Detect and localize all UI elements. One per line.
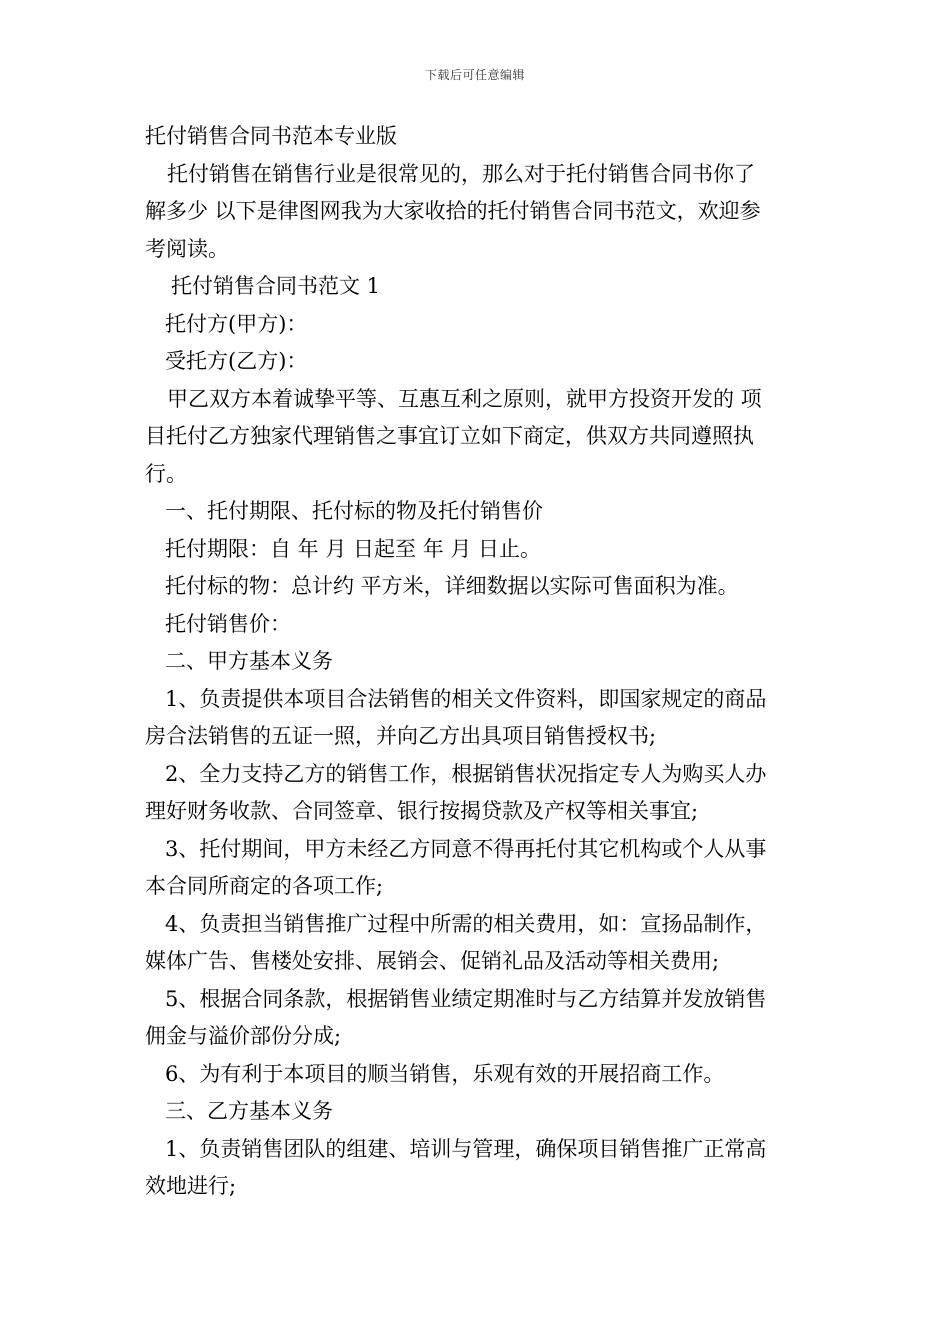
document-body [145,118,810,1206]
section-1-period: 托付期限：自 年 月 日起至 年 月 日止。 [165,536,542,561]
intro-paragraph-line: 托付销售在销售行业是很常见的，那么对于托付销售合同书你了 [167,161,755,186]
section-2-item-line: 佣金与溢价部份分成; [145,1024,342,1048]
section-2-item-line: 3、托付期间，甲方未经乙方同意不得再托付其它机构或个人从事 [165,836,767,861]
section-3-item-line: 1、负责销售团队的组建、培训与管理，确保项目销售推广正常高 [165,1136,767,1161]
section-2-item-line: 本合同所商定的各项工作; [145,874,384,898]
intro-paragraph-line: 考阅读。 [145,236,229,261]
section-2-item-line: 6、为有利于本项目的顺当销售，乐观有效的开展招商工作。 [165,1061,725,1086]
party-a-label: 托付方(甲方)： [165,311,308,336]
preamble-line: 行。 [145,461,187,486]
section-3-item-line: 效地进行; [145,1174,237,1198]
document-title: 托付销售合同书范本专业版 [145,124,397,148]
section-2-item-line: 理好财务收款、合同签章、银行按揭贷款及产权等相关事宜; [145,799,699,823]
section-2-heading: 二、甲方基本义务 [165,649,333,673]
section-2-item-line: 1、负责提供本项目合法销售的相关文件资料，即国家规定的商品 [165,686,767,711]
intro-paragraph-line: 解多少 以下是律图网我为大家收拾的托付销售合同书范文，欢迎参 [145,199,761,223]
section-3-heading: 三、乙方基本义务 [165,1099,333,1123]
section-2-item-line: 5、根据合同条款，根据销售业绩定期准时与乙方结算并发放销售 [165,986,767,1011]
preamble-line: 目托付乙方独家代理销售之事宜订立如下商定，供双方共同遵照执 [145,424,754,448]
section-2-item-line: 4、负责担当销售推广过程中所需的相关费用，如：宣扬品制作， [165,911,767,936]
page-header: 下载后可任意编辑 [424,68,525,82]
section-2-item-line: 房合法销售的五证一照，并向乙方出具项目销售授权书; [145,724,657,748]
contract-subtitle: 托付销售合同书范文 1 [171,274,381,298]
section-1-heading: 一、托付期限、托付标的物及托付销售价 [165,499,543,523]
section-2-item-line: 媒体广告、售楼处安排、展销会、促销礼品及活动等相关费用; [145,949,720,973]
section-1-object: 托付标的物：总计约 平方米，详细数据以实际可售面积为准。 [165,574,739,598]
section-1-price: 托付销售价： [165,611,291,636]
preamble-line: 甲乙双方本着诚挚平等、互惠互利之原则，就甲方投资开发的 项 [167,386,762,411]
party-b-label: 受托方(乙方)： [165,349,308,373]
section-2-item-line: 2、全力支持乙方的销售工作，根据销售状况指定专人为购买人办 [165,761,767,786]
